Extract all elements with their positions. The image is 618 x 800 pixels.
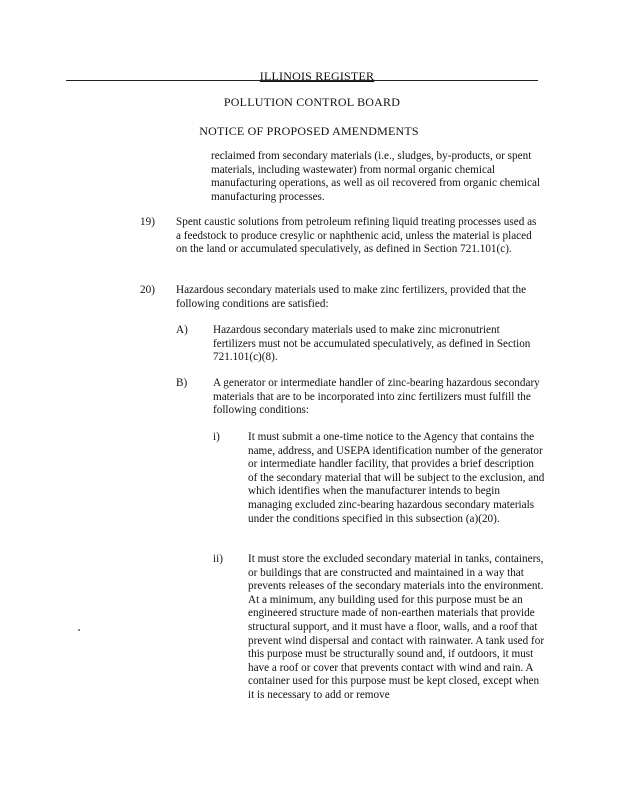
header-rule bbox=[66, 80, 538, 81]
item-20-b-i-text: It must submit a one-time notice to the Agency that contains the name, address, and USEPA identification number of the generator or intermediate handler facility, that provides a brief description of the secondary material that will be subject to the exclusion, and which identifies when the manufacturer intends to begin managing excluded zinc-bearing hazardous secondary materials under the conditions specified in this subsection (a)(20). bbox=[248, 431, 545, 525]
scan-speck bbox=[78, 629, 80, 631]
item-20-b-ii-label: ii) bbox=[213, 553, 223, 565]
register-title: ILLINOIS REGISTER bbox=[259, 69, 375, 83]
item-20-a-text: Hazardous secondary materials used to make zinc micronutrient fertilizers must not be accumulated speculatively, as defined in Section 721.101(c)(8). bbox=[213, 324, 531, 364]
board-title: POLLUTION CONTROL BOARD bbox=[223, 95, 401, 109]
item-20-b-text: A generator or intermediate handler of zinc-bearing hazardous secondary materials that are to be incorporated into zinc fertilizers must fulfill the following conditions: bbox=[213, 377, 540, 417]
intro-paragraph: reclaimed from secondary materials (i.e., sludges, by-products, or spent materials, including wastewater) from normal organic chemical manufacturing operations, as well as oil recovered from organic chemical manufacturing processes. bbox=[211, 150, 541, 203]
item-20-number: 20) bbox=[140, 284, 155, 296]
item-20-a-label: A) bbox=[176, 324, 188, 336]
notice-title: NOTICE OF PROPOSED AMENDMENTS bbox=[199, 124, 419, 138]
item-20-text: Hazardous secondary materials used to make zinc fertilizers, provided that the following conditions are satisfied: bbox=[176, 284, 527, 310]
item-20-b-i-label: i) bbox=[213, 431, 220, 443]
item-20-b-ii-text: It must store the excluded secondary material in tanks, containers, or buildings that are constructed and maintained in a way that prevents releases of the secondary materials into the environment. At a minimum, any building used for this purpose must be an engineered structure made of non-earthen materials that provide structural support, and it must have a floor, walls, and a roof that prevent wind dispersal and contact with rainwater. A tank used for this purpose must be structurally sound and, if outdoors, it must have a roof or cover that prevents contact with wind and rain. A container used for this purpose must be kept closed, except when it is necessary to add or remove bbox=[248, 553, 545, 701]
item-19-text: Spent caustic solutions from petroleum refining liquid treating processes used as a feedstock to produce cresylic or naphthenic acid, unless the material is placed on the land or accumulated speculatively, as defined in Section 721.101(c). bbox=[176, 216, 537, 256]
item-19-number: 19) bbox=[140, 216, 155, 228]
item-20-b-label: B) bbox=[176, 377, 188, 389]
